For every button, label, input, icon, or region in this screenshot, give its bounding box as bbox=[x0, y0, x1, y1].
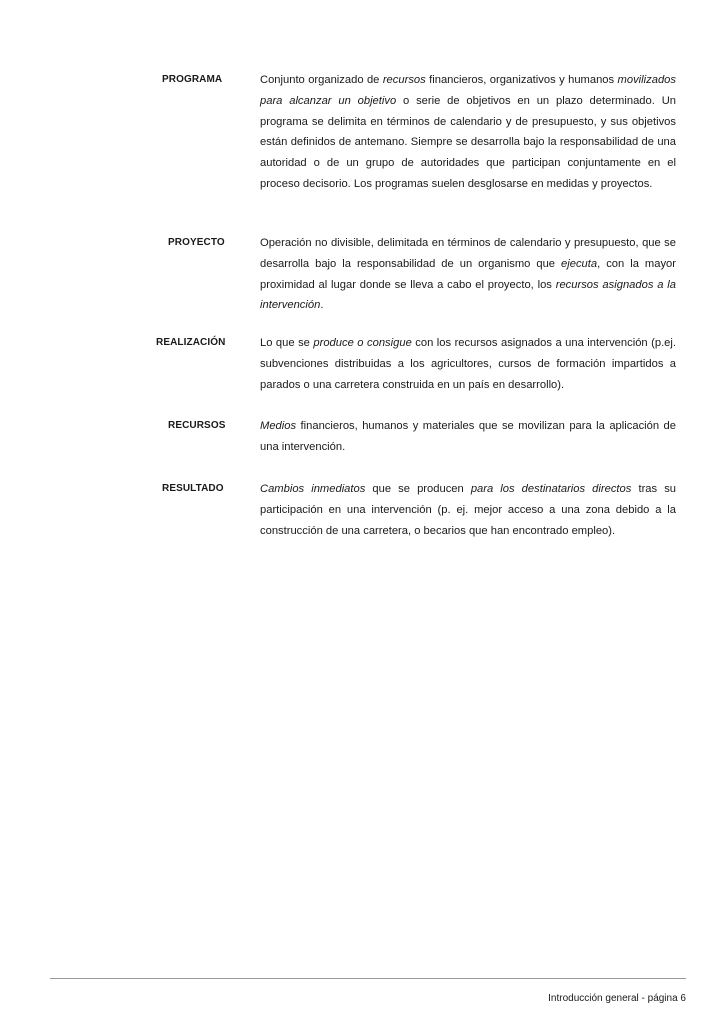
glossary-term: REALIZACIÓN bbox=[156, 337, 226, 348]
definition-text: o serie de objetivos en un plazo determinado. Un programa se delimita en términos de calendario y de presupuesto, y sus objetivos están definidos de antemano. Siempre se desarrolla bajo la responsabilidad de una autoridad o de un grupo de autoridades que participan conjuntamente en el proceso decisorio. Los programas suelen desglosarse en medidas y proyectos. bbox=[260, 94, 676, 190]
footer-divider bbox=[50, 978, 686, 979]
glossary-definition bbox=[260, 416, 676, 458]
glossary-definition bbox=[260, 479, 676, 541]
definition-emphasis: produce o consigue bbox=[313, 337, 412, 349]
definition-emphasis: recursos bbox=[382, 74, 426, 86]
glossary-term: PROYECTO bbox=[168, 237, 225, 248]
definition-text: , con la mayor proximidad al lugar donde se lleva a cabo el proyecto, los bbox=[260, 257, 676, 291]
definition-emphasis: recursos asignados a la intervención bbox=[260, 278, 676, 312]
definition-text: Conjunto organizado de bbox=[260, 74, 383, 86]
glossary-definition bbox=[260, 70, 676, 195]
definition-text: con los recursos asignados a una intervención (p.ej. subvenciones distribuidas a los agricultores, cursos de formación impartidos a parados o una carretera construida en un país en desarrollo). bbox=[260, 337, 676, 391]
definition-text: . bbox=[320, 299, 324, 312]
definition-emphasis: Cambios inmediatos bbox=[260, 483, 366, 495]
definition-text: que se producen bbox=[365, 483, 471, 495]
definition-text: financieros, humanos y materiales que se movilizan para la aplicación de una intervención. bbox=[260, 420, 676, 453]
definition-text: tras su participación en una intervención (p. ej. mejor acceso a una zona debido a la construcción de una carretera, o becarios que han encontrado empleo). bbox=[260, 483, 677, 537]
definition-text: financieros, organizativos y humanos bbox=[425, 74, 618, 86]
glossary-definition bbox=[260, 333, 676, 395]
glossary-term: RECURSOS bbox=[168, 420, 226, 431]
glossary-term: RESULTADO bbox=[162, 483, 224, 494]
definition-emphasis: ejecuta bbox=[561, 257, 598, 270]
definition-emphasis: para los destinatarios directos bbox=[470, 483, 632, 495]
definition-text: Lo que se bbox=[260, 337, 314, 349]
page-footer: Introducción general - página 6 bbox=[548, 993, 686, 1004]
definition-emphasis: movilizados para alcanzar un objetivo bbox=[260, 74, 676, 107]
definition-emphasis: Medios bbox=[260, 420, 297, 432]
definition-text: Operación no divisible, delimitada en términos de calendario y presupuesto, que se desarrolla bajo la responsabilidad de un organismo que bbox=[260, 237, 676, 270]
glossary-definition bbox=[260, 233, 676, 316]
glossary-term: PROGRAMA bbox=[162, 74, 223, 85]
